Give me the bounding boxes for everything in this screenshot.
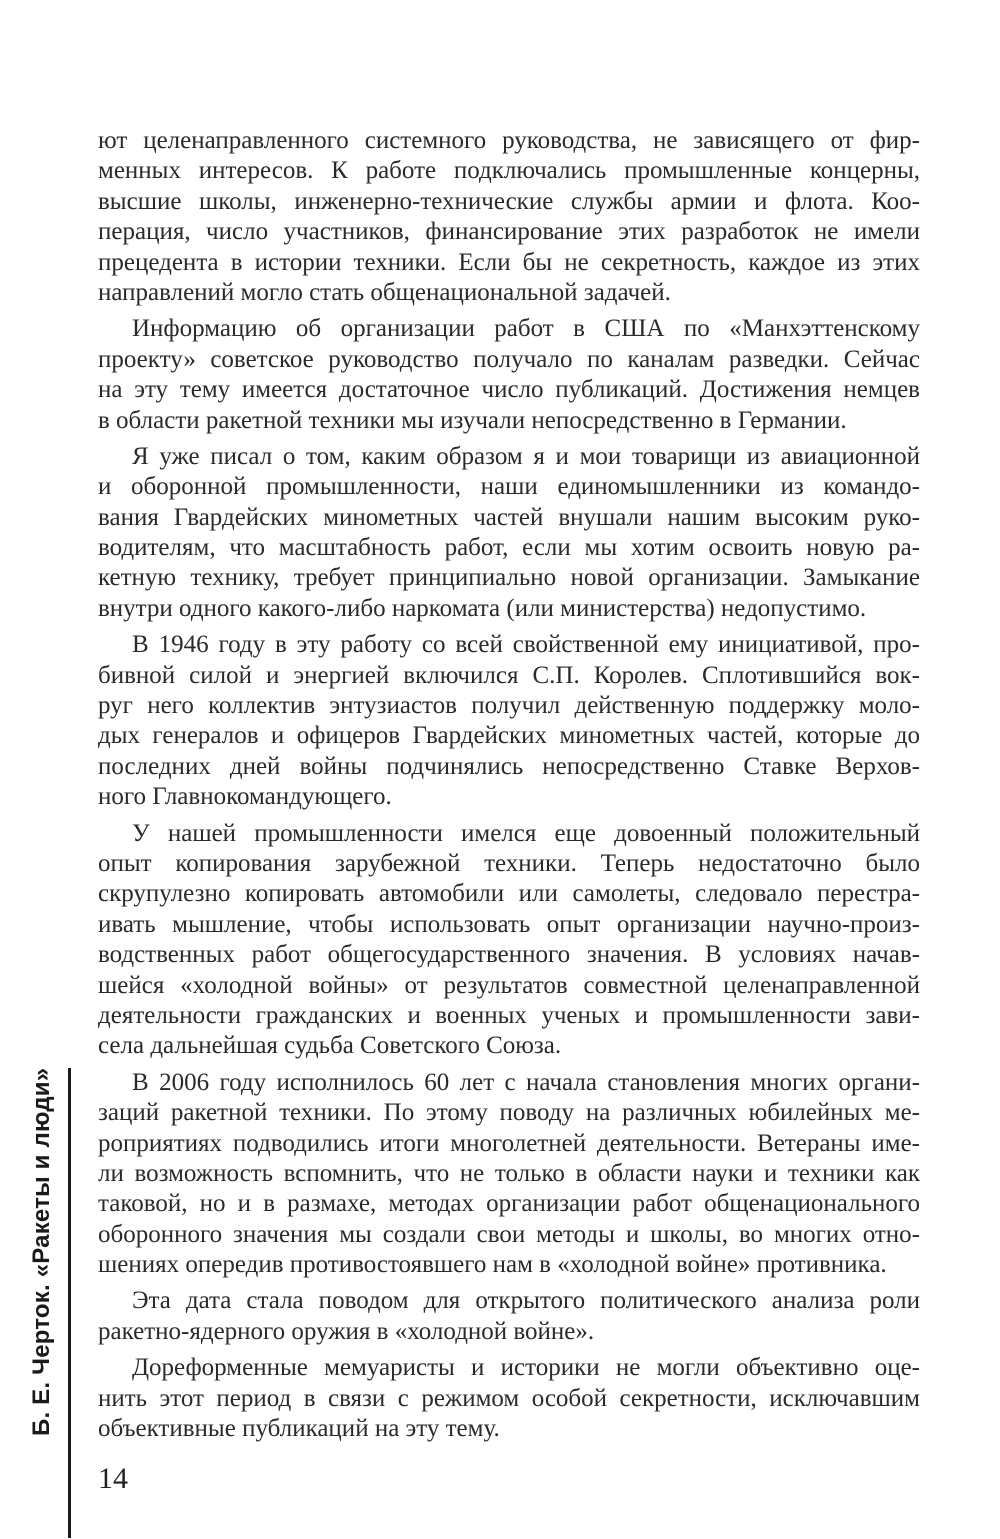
text-line: внутри одного какого-либо наркомата (или министерства) недопустимо. bbox=[98, 594, 867, 622]
paragraph bbox=[98, 1286, 920, 1347]
text-line: шейся «холодной войны» от результатов совместной целенаправленной bbox=[98, 971, 920, 999]
text-line: вания Гвардейских минометных частей внушали нашим высоким руко- bbox=[98, 503, 920, 531]
text-line: водственных работ общегосударственного значения. В условиях начав- bbox=[98, 941, 920, 969]
paragraph bbox=[98, 126, 920, 308]
text-line: ракетно-ядерного оружия в «холодной войне». bbox=[98, 1317, 595, 1345]
text-line: кетную технику, требует принципиально новой организации. Замыкание bbox=[98, 564, 920, 592]
text-line: на эту тему имеется достаточное число публикаций. Достижения немцев bbox=[98, 376, 920, 404]
body-text bbox=[98, 126, 920, 1444]
text-line: в области ракетной техники мы изучали непосредственно в Германии. bbox=[98, 406, 847, 434]
page-number: 14 bbox=[98, 1462, 128, 1495]
text-line: ли возможность вспомнить, что не только в области науки и техники как bbox=[98, 1159, 920, 1187]
paragraph bbox=[98, 630, 920, 812]
text-line: водителям, что масштабность работ, если мы хотим освоить новую ра- bbox=[98, 534, 920, 562]
running-head: Б. Е. Черток. «Ракеты и люди» bbox=[28, 1067, 55, 1436]
text-line: ного Главнокомандующего. bbox=[98, 783, 392, 811]
text-line: направлений могло стать общенациональной задачей. bbox=[98, 278, 671, 306]
paragraph bbox=[98, 1068, 920, 1281]
text-line: В 2006 году исполнилось 60 лет с начала становления многих органи- bbox=[132, 1068, 920, 1096]
text-line: Я уже писал о том, каким образом я и мои товарищи из авиационной bbox=[132, 442, 920, 470]
text-line: заций ракетной техники. По этому поводу на различных юбилейных ме- bbox=[98, 1099, 920, 1127]
text-line: руг него коллектив энтузиастов получил действенную поддержку моло- bbox=[98, 692, 920, 720]
text-line: и оборонной промышленности, наши единомышленники из командо- bbox=[98, 473, 920, 501]
text-line: объективные публикаций на эту тему. bbox=[98, 1415, 500, 1443]
text-line: нить этот период в связи с режимом особой секретности, исключавшим bbox=[98, 1384, 920, 1412]
text-line: высшие школы, инженерно-технические службы армии и флота. Коо- bbox=[98, 187, 920, 215]
text-line: прецедента в истории техники. Если бы не секретность, каждое из этих bbox=[98, 248, 920, 276]
text-line: менных интересов. К работе подключались промышленные концерны, bbox=[98, 157, 920, 185]
text-line: таковой, но и в размахе, методах организации работ общенационального bbox=[98, 1190, 920, 1218]
paragraph bbox=[98, 442, 920, 624]
paragraph bbox=[98, 819, 920, 1062]
text-line: села дальнейшая судьба Советского Союза. bbox=[98, 1032, 562, 1060]
text-line: проекту» советское руководство получало по каналам разведки. Сейчас bbox=[98, 345, 920, 373]
text-line: шениях опередив противостоявшего нам в «холодной войне» противника. bbox=[98, 1251, 887, 1279]
text-line: Информацию об организации работ в США по «Манхэттенскому bbox=[132, 315, 920, 343]
text-line: бивной силой и энергией включился С.П. Королев. Сплотившийся вок- bbox=[98, 661, 920, 689]
text-line: последних дней войны подчинялись непосредственно Ставке Верхов- bbox=[98, 752, 920, 780]
text-line: оборонного значения мы создали свои методы и школы, во многих отно- bbox=[98, 1220, 920, 1248]
text-line: деятельности гражданских и военных ученых и промышленности зави- bbox=[98, 1001, 920, 1029]
text-line: У нашей промышленности имелся еще довоенный положительный bbox=[132, 819, 920, 847]
text-line: опыт копирования зарубежной техники. Теперь недостаточно было bbox=[98, 849, 920, 877]
text-line: ют целенаправленного системного руководства, не зависящего от фир- bbox=[98, 127, 920, 154]
text-line: дых генералов и офицеров Гвардейских минометных частей, которые до bbox=[98, 722, 920, 750]
text-line: Эта дата стала поводом для открытого политического анализа роли bbox=[132, 1287, 920, 1315]
text-line: Дореформенные мемуаристы и историки не могли объективно оце- bbox=[132, 1354, 920, 1382]
margin-rule bbox=[68, 1068, 71, 1538]
paragraph bbox=[98, 314, 920, 436]
text-line: роприятиях подводились итоги многолетней деятельности. Ветераны име- bbox=[98, 1129, 920, 1157]
text-line: В 1946 году в эту работу со всей свойственной ему инициативой, про- bbox=[132, 631, 920, 659]
paragraph bbox=[98, 1353, 920, 1444]
text-line: перация, число участников, финансирование этих разработок не имели bbox=[98, 218, 920, 246]
text-line: скрупулезно копировать автомобили или самолеты, следовало перестра- bbox=[98, 880, 920, 908]
text-line: ивать мышление, чтобы использовать опыт организации научно-произ- bbox=[98, 910, 920, 938]
